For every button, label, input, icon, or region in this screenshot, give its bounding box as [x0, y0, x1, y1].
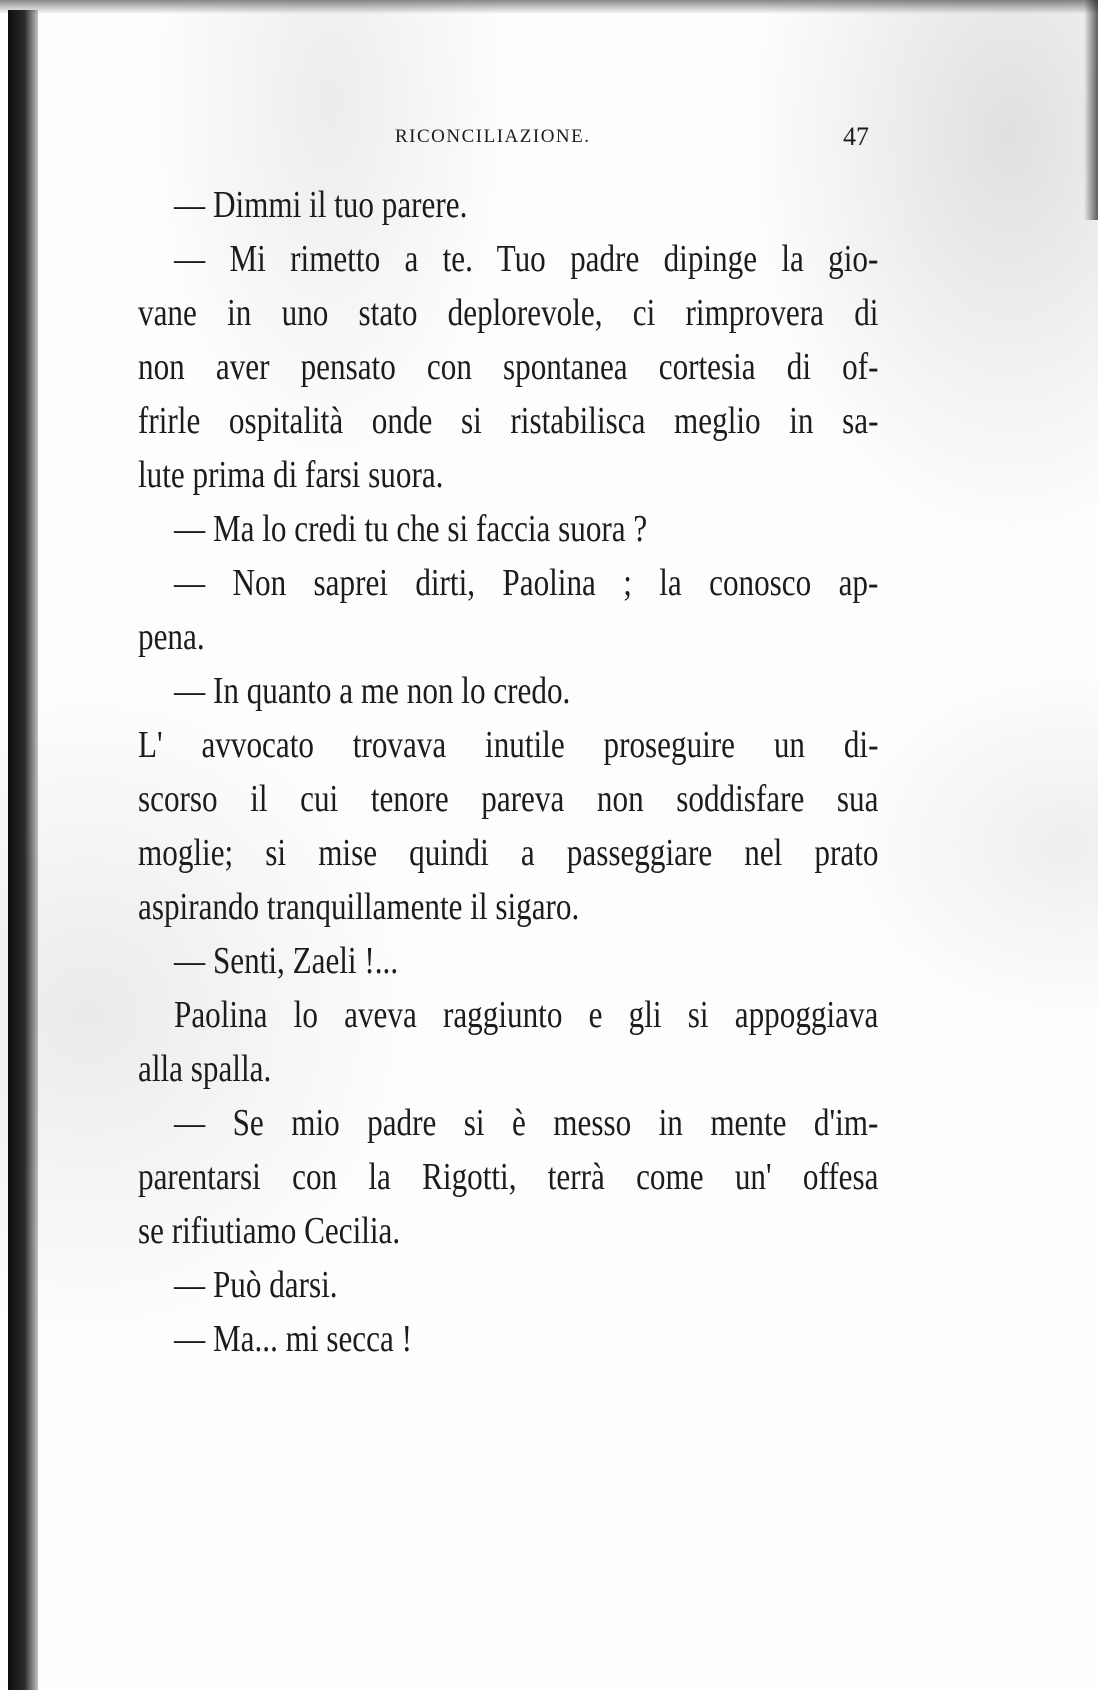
text-line: pena.	[138, 616, 205, 658]
scan-top-shadow	[0, 0, 1098, 14]
page-number: 47	[843, 122, 869, 151]
scan-right-edge	[1084, 0, 1098, 220]
text-line: — Dimmi il tuo parere.	[174, 184, 468, 226]
text-line: — Se mio padre si è messo in mente d'im-	[174, 1102, 879, 1144]
text-line: aspirando tranquillamente il sigaro.	[138, 886, 580, 928]
text-line: moglie; si mise quindi a passeggiare nel prato	[138, 832, 879, 874]
book-binding-edge	[8, 10, 38, 1690]
text-line: se rifiutiamo Cecilia.	[138, 1210, 401, 1252]
text-line: — Senti, Zaeli !...	[174, 940, 399, 982]
text-line: L' avvocato trovava inutile proseguire un di-	[138, 724, 879, 766]
text-line: — Mi rimetto a te. Tuo padre dipinge la gio-	[174, 238, 879, 280]
text-line: vane in uno stato deplorevole, ci rimprovera di	[138, 292, 879, 334]
text-line: Paolina lo aveva raggiunto e gli si appoggiava	[174, 994, 879, 1036]
text-line: — Ma... mi secca !	[174, 1318, 412, 1360]
text-line: parentarsi con la Rigotti, terrà come un' offesa	[138, 1156, 879, 1198]
text-line: — Può darsi.	[174, 1264, 338, 1306]
text-line: scorso il cui tenore pareva non soddisfare sua	[138, 778, 879, 820]
text-line: — Non saprei dirti, Paolina ; la conosco ap-	[174, 562, 879, 604]
text-line: alla spalla.	[138, 1048, 272, 1090]
text-line: non aver pensato con spontanea cortesia di of-	[138, 346, 879, 388]
text-line: — In quanto a me non lo credo.	[174, 670, 571, 712]
text-line: lute prima di farsi suora.	[138, 454, 444, 496]
text-line: frirle ospitalità onde si ristabilisca meglio in sa-	[138, 400, 879, 442]
text-line: — Ma lo credi tu che si faccia suora ?	[174, 508, 648, 550]
running-title: RICONCILIAZIONE.	[395, 126, 591, 147]
